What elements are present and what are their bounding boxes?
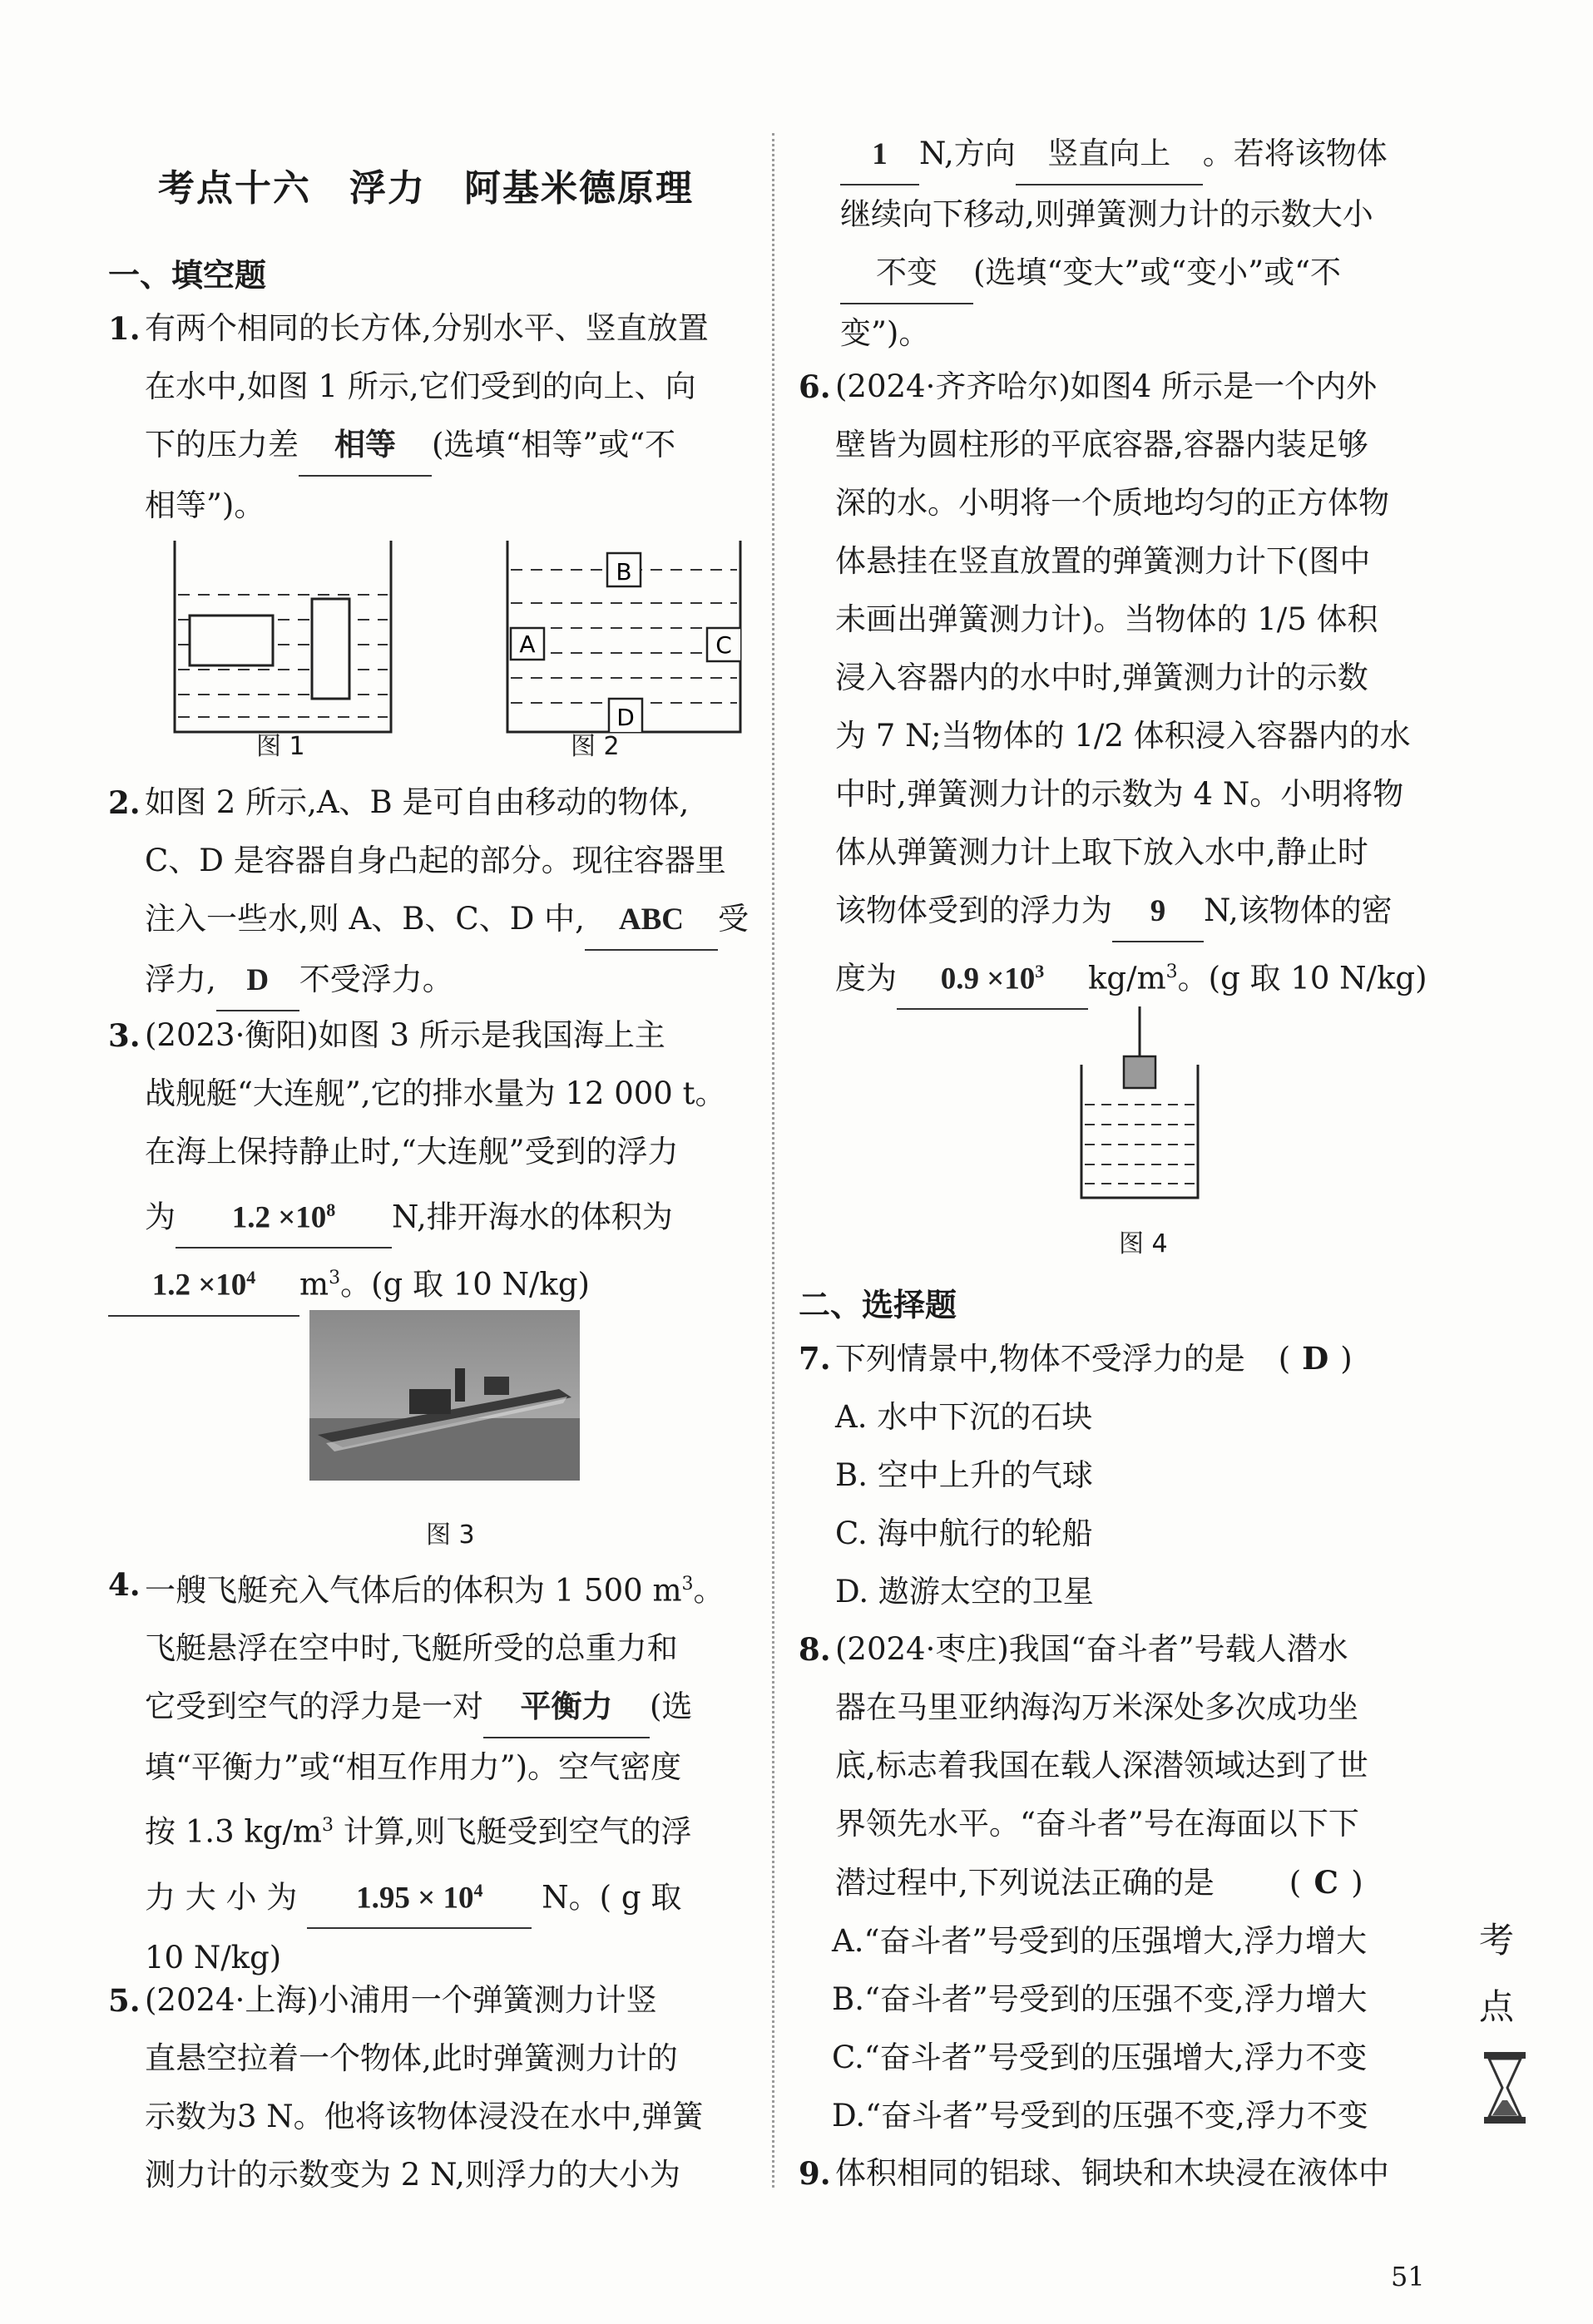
fig2-label-b: B xyxy=(616,558,632,586)
q4-exp: 3 xyxy=(681,1574,694,1595)
q8-answer: C xyxy=(1313,1864,1338,1901)
q1-text: (选填“相等”或“不 xyxy=(432,427,676,462)
q6-line: 体悬挂在竖直放置的弹簧测力计下(图中 xyxy=(835,543,1371,579)
q4-text: 它受到空气的浮力是一对 xyxy=(145,1689,483,1725)
question-5-continued xyxy=(840,125,1447,363)
question-number: 3. xyxy=(108,1017,141,1054)
q4-text: 按 1.3 kg/m xyxy=(145,1813,323,1850)
q6-text: kg/m xyxy=(1088,960,1166,996)
q5-line: 直悬空拉着一个物体,此时弹簧测力计的 xyxy=(145,2040,678,2076)
question-3 xyxy=(108,1006,749,1317)
q1-answer: 相等 xyxy=(299,417,432,477)
question-number: 5. xyxy=(108,1982,141,2019)
q4-line: 填“平衡力”或“相互作用力”)。空气密度 xyxy=(145,1749,682,1786)
q8-option-d: D.“奋斗者”号受到的压强不变,浮力不变 xyxy=(832,2098,1368,2134)
section-multiple-choice: 二、选择题 xyxy=(799,1287,957,1323)
q6-text: N,该物体的密 xyxy=(1204,893,1393,928)
q3-answer-2 xyxy=(108,1249,299,1316)
q8-line: 底,标志着我国在载人深潜领域达到了世 xyxy=(835,1748,1368,1783)
q5-answer-2: 竖直向上 xyxy=(1016,126,1203,185)
q2-text: 浮力, xyxy=(145,962,216,997)
q5-text: 。若将该物体 xyxy=(1202,136,1388,171)
q9-line: 体积相同的铝球、铜块和木块浸在液体中 xyxy=(835,2155,1389,2191)
side-tab-char-2: 点 xyxy=(1478,1986,1514,2027)
fig2-label-a: A xyxy=(519,630,536,658)
q6-line: 深的水。小明将一个质地均匀的正方体物 xyxy=(835,485,1389,521)
q4-answer-2-base: 1.95 × 10 xyxy=(356,1880,474,1915)
q4-text: 力 大 小 为 xyxy=(145,1878,298,1915)
q6-text: 。(g 取 10 N/kg) xyxy=(1177,960,1427,996)
question-8 xyxy=(799,1620,1443,2145)
q4-text: 计算,则飞艇受到空气的浮 xyxy=(334,1813,692,1850)
q7-paren: ) xyxy=(1340,1341,1353,1377)
q2-text: 注入一些水,则 A、B、C、D 中, xyxy=(145,901,585,937)
q2-text: 不受浮力。 xyxy=(299,962,453,997)
figure-4-diagram xyxy=(1077,1006,1202,1206)
q8-text: 潜过程中,下列说法正确的是 xyxy=(835,1865,1215,1901)
q8-line: (2024·枣庄)我国“奋斗者”号载人潜水 xyxy=(835,1631,1348,1667)
q3-text: 。(g 取 10 N/kg) xyxy=(340,1266,590,1303)
hourglass-icon xyxy=(1482,2050,1527,2125)
q3-text: N,排开海水的体积为 xyxy=(392,1199,673,1235)
figure-2-container xyxy=(507,541,740,732)
page-title: 考点十六 浮力 阿基米德原理 xyxy=(158,167,694,210)
q6-line: 体从弹簧测力计上取下放入水中,静止时 xyxy=(835,834,1368,870)
question-number: 8. xyxy=(799,1631,831,1668)
q4-text: 一艘飞艇充入气体后的体积为 1 500 m xyxy=(145,1572,682,1609)
question-number: 9. xyxy=(799,2155,831,2192)
figure-1-container xyxy=(175,541,391,732)
column-divider xyxy=(772,133,774,2188)
q8-line: 器在马里亚纳海沟万米深处多次成功坐 xyxy=(835,1689,1358,1725)
q6-answer-1: 9 xyxy=(1112,883,1204,942)
q6-line: 未画出弹簧测力计)。当物体的 1/5 体积 xyxy=(835,601,1378,637)
q5-line: 测力计的示数变为 2 N,则浮力的大小为 xyxy=(145,2157,680,2193)
q3-answer-1 xyxy=(176,1181,392,1249)
q2-text: 受 xyxy=(717,901,749,937)
question-2 xyxy=(108,774,749,1011)
q7-stem: 下列情景中,物体不受浮力的是 xyxy=(835,1341,1245,1377)
q5-text: (选填“变大”或“变小”或“不 xyxy=(973,255,1342,290)
q3-answer-2-exp: 4 xyxy=(246,1267,256,1288)
q8-option-c: C.“奋斗者”号受到的压强增大,浮力不变 xyxy=(832,2040,1368,2075)
q8-paren: ) xyxy=(1351,1865,1363,1901)
q6-line: 壁皆为圆柱形的平底容器,容器内装足够 xyxy=(835,427,1368,462)
q3-answer-1-base: 1.2 ×10 xyxy=(231,1200,327,1235)
warship-photo xyxy=(309,1310,580,1481)
q2-line: 如图 2 所示,A、B 是可自由移动的物体, xyxy=(145,784,690,820)
page-number: 51 xyxy=(1391,2261,1425,2292)
q3-answer-2-base: 1.2 ×10 xyxy=(151,1268,247,1303)
q7-option-b: B. 空中上升的气球 xyxy=(835,1457,1093,1493)
q5-answer-1: 1 xyxy=(840,126,919,185)
q4-answer-2-exp: 4 xyxy=(473,1879,483,1901)
q5-line: 示数为3 N。他将该物体浸没在水中,弹簧 xyxy=(145,2099,704,2134)
q4-text: (选 xyxy=(650,1689,693,1725)
figures-1-2 xyxy=(158,532,774,749)
q8-option-b: B.“奋斗者”号受到的压强不变,浮力增大 xyxy=(832,1981,1368,2017)
q6-line: (2024·齐齐哈尔)如图4 所示是一个内外 xyxy=(835,368,1378,404)
q4-line: 10 N/kg) xyxy=(145,1939,282,1975)
q7-paren: ( xyxy=(1278,1341,1291,1377)
q3-answer-1-exp: 8 xyxy=(326,1199,336,1220)
q1-line: 在水中,如图 1 所示,它们受到的向上、向 xyxy=(145,368,696,404)
q1-line: 相等”)。 xyxy=(145,487,265,523)
q3-line: 在海上保持静止时,“大连舰”受到的浮力 xyxy=(145,1134,679,1169)
q8-option-a: A.“奋斗者”号受到的压强增大,浮力增大 xyxy=(832,1923,1368,1959)
q4-text: 。 xyxy=(693,1572,725,1609)
question-9 xyxy=(799,2144,1443,2203)
figure-1-caption: 图 1 xyxy=(256,732,305,761)
q6-unit-exp: 3 xyxy=(1165,962,1178,982)
q4-exp: 3 xyxy=(322,1815,334,1837)
question-number: 1. xyxy=(108,310,141,347)
q4-answer-1: 平衡力 xyxy=(483,1679,650,1738)
side-tab-char-1: 考 xyxy=(1478,1920,1514,1961)
q2-line: C、D 是容器自身凸起的部分。现往容器里 xyxy=(145,843,726,878)
q7-answer: D xyxy=(1302,1340,1329,1377)
q5-line: 变”)。 xyxy=(840,315,930,351)
question-number: 2. xyxy=(108,784,141,821)
q4-text: N。( g 取 xyxy=(542,1878,682,1915)
q8-paren: ( xyxy=(1289,1865,1302,1901)
q7-option-a: A. 水中下沉的石块 xyxy=(835,1399,1093,1435)
q3-text: 为 xyxy=(145,1199,176,1235)
q1-text: 下的压力差 xyxy=(145,427,299,462)
q2-answer-2: D xyxy=(216,952,299,1011)
q7-option-d: D. 遨游太空的卫星 xyxy=(835,1574,1094,1609)
q5-text: N,方向 xyxy=(919,136,1016,171)
q6-line: 为 7 N;当物体的 1/2 体积浸入容器内的水 xyxy=(835,718,1411,754)
question-1 xyxy=(108,299,749,535)
question-number: 7. xyxy=(799,1340,831,1377)
section-fill-blank: 一、填空题 xyxy=(108,257,267,294)
q6-answer-2-exp: 3 xyxy=(1035,961,1045,982)
q3-unit-exp: 3 xyxy=(329,1268,341,1289)
q6-answer-2 xyxy=(897,942,1088,1010)
q6-line: 中时,弹簧测力计的示数为 4 N。小明将物 xyxy=(835,776,1404,812)
question-4 xyxy=(108,1555,749,1987)
question-5 xyxy=(108,1971,749,2204)
q6-line: 浸入容器内的水中时,弹簧测力计的示数 xyxy=(835,660,1368,695)
q2-answer-1: ABC xyxy=(585,891,718,951)
q3-line: (2023·衡阳)如图 3 所示是我国海上主 xyxy=(145,1017,665,1053)
question-6 xyxy=(799,358,1443,1010)
question-number: 6. xyxy=(799,368,831,405)
fig2-label-d: D xyxy=(616,704,635,731)
question-7 xyxy=(799,1329,1443,1621)
fig2-label-c: C xyxy=(715,631,732,659)
figure-4-caption: 图 4 xyxy=(1119,1229,1168,1258)
question-number: 4. xyxy=(108,1566,141,1603)
q4-answer-2 xyxy=(307,1862,532,1929)
q5-line: 继续向下移动,则弹簧测力计的示数大小 xyxy=(840,196,1373,232)
q7-option-c: C. 海中航行的轮船 xyxy=(835,1516,1093,1551)
q5-line: (2024·上海)小浦用一个弹簧测力计竖 xyxy=(145,1982,657,2018)
q8-line: 界领先水平。“奋斗者”号在海面以下下 xyxy=(835,1806,1359,1842)
q3-line: 战舰艇“大连舰”,它的排水量为 12 000 t。 xyxy=(145,1075,726,1111)
figure-3-caption: 图 3 xyxy=(426,1520,475,1550)
q6-text: 该物体受到的浮力为 xyxy=(835,893,1112,928)
q6-text: 度为 xyxy=(835,960,897,996)
q1-line: 有两个相同的长方体,分别水平、竖直放置 xyxy=(145,310,709,346)
q6-answer-2-base: 0.9 ×10 xyxy=(940,962,1036,996)
q5-answer-3: 不变 xyxy=(840,245,973,304)
q3-text: m xyxy=(299,1266,329,1303)
figure-2-caption: 图 2 xyxy=(571,732,620,761)
q4-line: 飞艇悬浮在空中时,飞艇所受的总重力和 xyxy=(145,1630,678,1667)
